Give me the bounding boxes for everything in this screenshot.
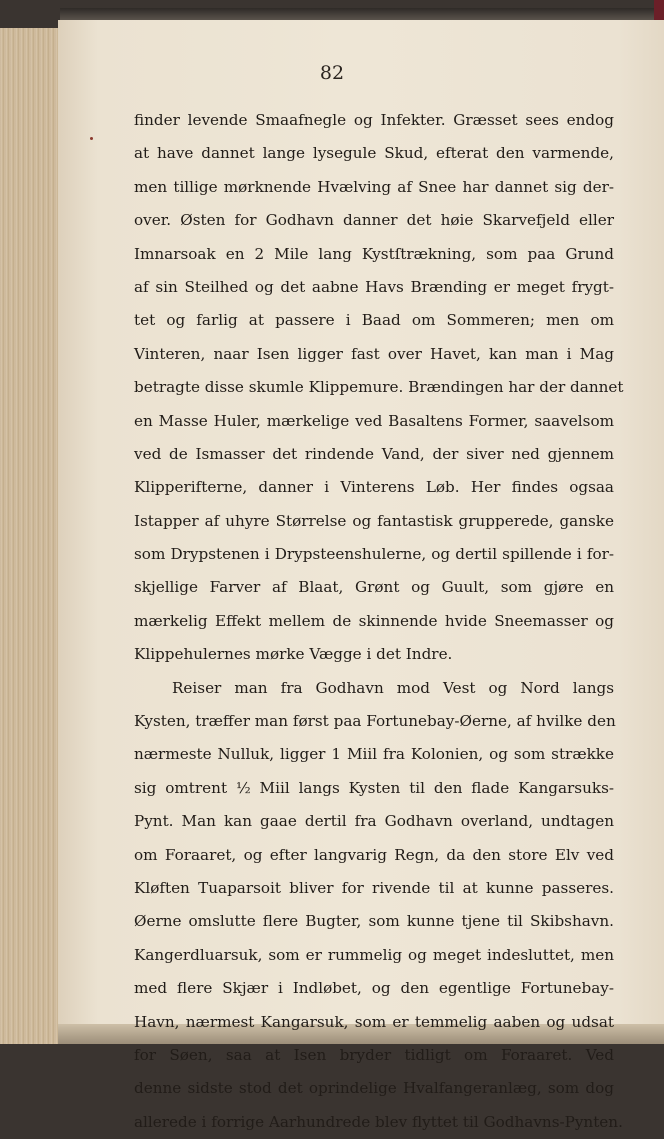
text-line: Kangerdluarsuk, som er rummelig og meget indesluttet, men <box>134 945 614 964</box>
text-line: tet og farlig at passere i Baad om Sommeren; men om <box>134 311 614 330</box>
text-line: Kløften Tuaparsoit bliver for rivende til at kunne passeres. <box>134 878 614 897</box>
text-line: Øerne omslutte flere Bugter, som kunne tjene til Skibshavn. <box>134 912 614 931</box>
text-line: mærkelig Effekt mellem de skinnende hvide Sneemasser og <box>134 611 614 630</box>
text-line: finder levende Smaafnegle og Infekter. Græsset sees endog <box>134 111 614 129</box>
paragraph-1 <box>134 104 624 672</box>
text-line: skjellige Farver af Blaat, Grønt og Guult, som gjøre en <box>134 578 614 597</box>
text-line: for Søen, saa at Isen bryder tidligt om Foraaret. Ved <box>134 1045 614 1064</box>
body-text <box>134 104 624 1139</box>
text-line: allerede i forrige Aarhundrede blev flyttet til Godhavns-Pynten. <box>134 1112 623 1131</box>
ink-speck <box>90 137 93 140</box>
text-line: Istapper af uhyre Størrelse og fantastisk grupperede, ganske <box>134 511 614 530</box>
text-line: Vinteren, naar Isen ligger fast over Havet, kan man i Mag <box>134 344 614 363</box>
text-line: Klippehulernes mørke Vægge i det Indre. <box>134 645 453 664</box>
text-line: Reiser man fra Godhavn mod Vest og Nord langs <box>172 678 614 697</box>
text-line: Pynt. Man kan gaae dertil fra Godhavn overland, undtagen <box>134 812 614 831</box>
text-line: om Foraaret, og efter langvarig Regn, da den store Elv ved <box>134 845 614 864</box>
text-line: betragte disse skumle Klippemure. Brændingen har der dannet <box>134 378 624 397</box>
text-line: denne sidste stod det oprindelige Hvalfangeranlæg, som dog <box>134 1079 614 1098</box>
text-line: af sin Steilhed og det aabne Havs Brænding er meget frygt- <box>134 277 614 296</box>
text-line: ved de Ismasser det rindende Vand, der siver ned gjennem <box>134 444 614 463</box>
book-page-edges <box>0 28 58 1044</box>
page-number: 82 <box>319 62 345 84</box>
text-line: Imnarsoak en 2 Mile lang Kystſtrækning, som paa Grund <box>134 244 614 263</box>
text-line: som Drypstenen i Drypsteenshulerne, og dertil spillende i for- <box>134 545 614 564</box>
book-top-edge <box>60 8 664 20</box>
text-line: med flere Skjær i Indløbet, og den egentlige Fortunebay- <box>134 979 614 998</box>
text-line: nærmeste Nulluk, ligger 1 Miil fra Kolonien, og som strække <box>134 745 614 764</box>
text-line: sig omtrent ½ Miil langs Kysten til den flade Kangarsuks- <box>134 778 614 797</box>
text-line: men tillige mørknende Hvælving af Snee har dannet sig der- <box>134 177 614 196</box>
text-line: Havn, nærmest Kangarsuk, som er temmelig aaben og udsat <box>134 1012 614 1031</box>
text-line: at have dannet lange lysegule Skud, efterat den varmende, <box>134 144 614 163</box>
text-line: Klipperifterne, danner i Vinterens Løb. Her findes ogsaa <box>134 478 614 497</box>
text-line: en Masse Huler, mærkelige ved Basaltens Former, saavelsom <box>134 411 614 430</box>
text-line: Kysten, træffer man først paa Fortunebay-Øerne, af hvilke den <box>134 712 616 731</box>
text-line: over. Østen for Godhavn danner det høie Skarvefjeld eller <box>134 211 614 230</box>
paragraph-2 <box>134 672 623 1139</box>
